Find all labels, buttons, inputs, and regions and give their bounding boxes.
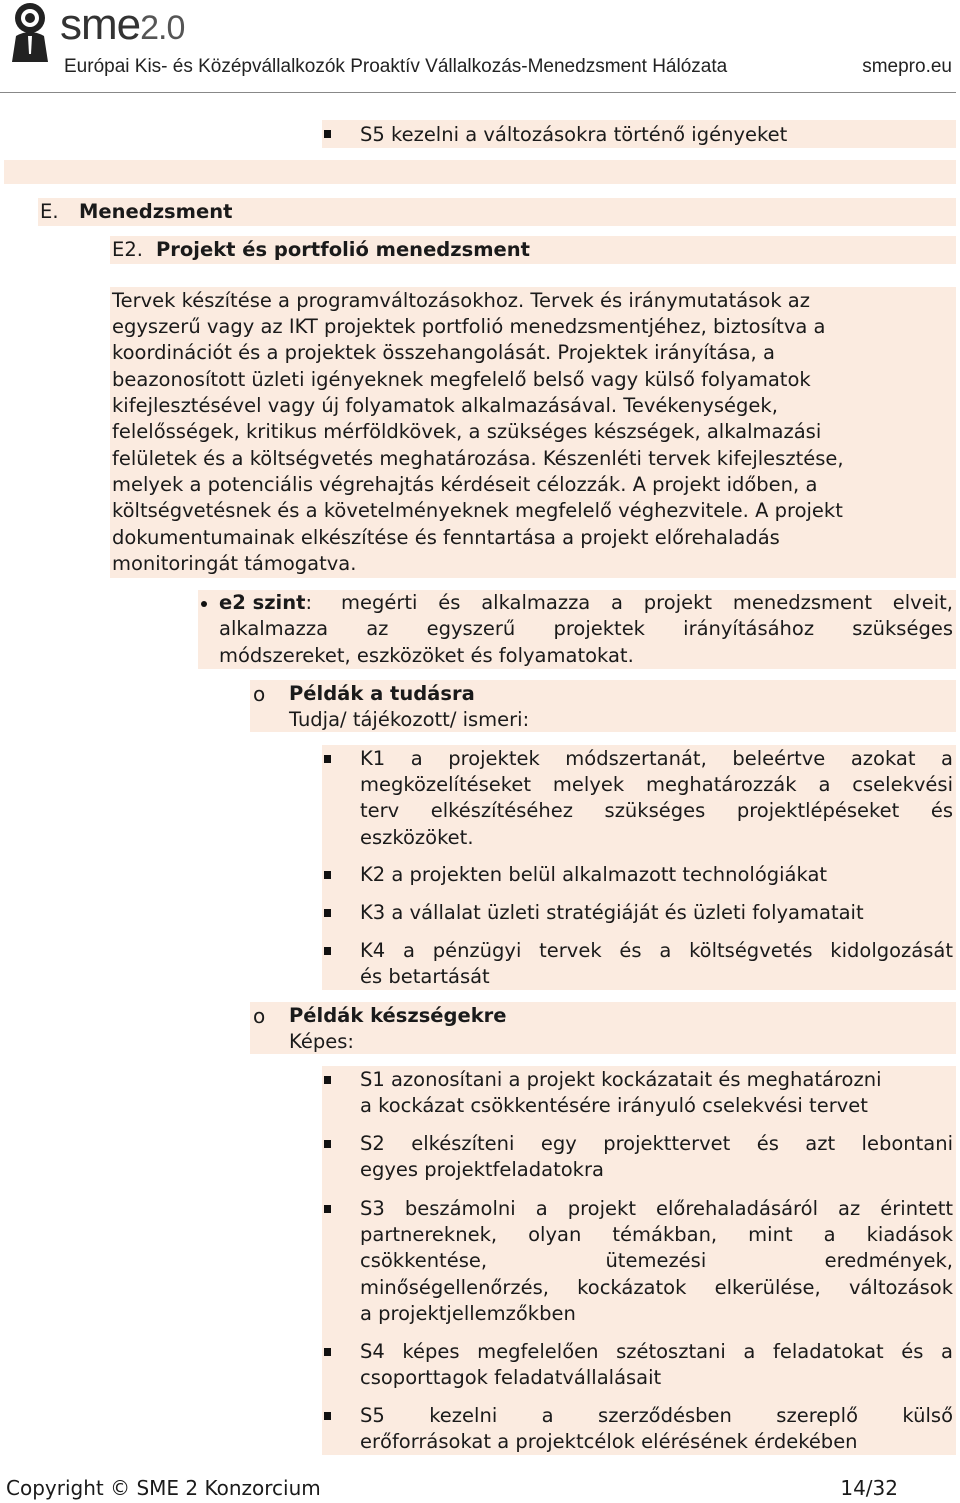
description-line: felületek és a költségvetés meghatározása. Készenléti tervek kifejlesztése,	[112, 447, 844, 470]
description-line: Tervek készítése a programváltozásokhoz. Tervek és iránymutatások az	[112, 289, 810, 312]
level-text: alkalmazza az egyszerű projektek irányításához szükséges	[219, 617, 953, 640]
square-bullet-icon	[324, 871, 331, 879]
logo-icon	[6, 2, 54, 62]
top-item-text: S5 kezelni a változásokra történő igényeket	[360, 123, 788, 146]
square-bullet-icon	[324, 947, 331, 955]
square-bullet-icon	[324, 130, 331, 138]
knowledge-title: Példák a tudásra	[289, 682, 475, 705]
brand-name: sme	[60, 0, 141, 49]
description-line: dokumentumainak elkészítése és fenntartása a projekt előrehaladás	[112, 526, 780, 549]
list-item: erőforrásokat a projektcélok elérésének érdekében	[360, 1430, 858, 1453]
level-text: módszereket, eszközöket és folyamatokat.	[219, 644, 634, 667]
bullet-dot-icon	[201, 601, 207, 607]
level-line-1	[219, 590, 312, 616]
level-colon: :	[305, 591, 313, 614]
site-link[interactable]: smepro.eu	[862, 56, 952, 77]
circle-bullet-icon: o	[253, 1004, 266, 1028]
skills-subtitle: Képes:	[289, 1030, 354, 1053]
list-item: a kockázat csökkentésére irányuló cselekvési tervet	[360, 1094, 868, 1117]
circle-bullet-icon: o	[253, 682, 266, 706]
brand-logo	[60, 0, 184, 53]
list-item: egyes projektfeladatokra	[360, 1158, 604, 1181]
list-item: eszközöket.	[360, 826, 474, 849]
page-number: 14/32	[840, 1476, 898, 1500]
section-letter: E.	[40, 200, 59, 223]
square-bullet-icon	[324, 1412, 331, 1420]
square-bullet-icon	[324, 1140, 331, 1148]
list-item: K1 a projektek módszertanát, beleértve azokat a	[360, 747, 953, 770]
list-item: K2 a projekten belül alkalmazott technológiákat	[360, 863, 828, 886]
list-item: S3 beszámolni a projekt előrehaladásáról az érintett	[360, 1197, 953, 1220]
footer-copyright: Copyright © SME 2 Konzorcium	[6, 1476, 321, 1500]
description-line: beazonosított üzleti igényeknek megfelelő belső vagy külső folyamatok	[112, 368, 811, 391]
list-item: S2 elkészíteni egy projekttervet és azt lebontani	[360, 1132, 953, 1155]
square-bullet-icon	[324, 1348, 331, 1356]
header-divider	[0, 92, 956, 93]
spacer-band	[4, 160, 956, 184]
list-item: megközelítéseket melyek meghatározzák a cselekvési	[360, 773, 953, 796]
list-item: csoporttagok feladatvállalásait	[360, 1366, 662, 1389]
list-item: S4 képes megfelelően szétosztani a feladatokat és a	[360, 1340, 953, 1363]
subsection-code: E2.	[112, 238, 143, 261]
list-item: csökkentése, ütemezési eredmények,	[360, 1249, 953, 1272]
section-title: Menedzsment	[79, 200, 233, 223]
description-line: egyszerű vagy az IKT projektek portfolió menedzsmentjéhez, biztosítva a	[112, 315, 826, 338]
square-bullet-icon	[324, 1205, 331, 1213]
list-item: S5 kezelni a szerződésben szereplő külső	[360, 1404, 953, 1427]
level-label: e2 szint	[219, 591, 306, 614]
list-item: S1 azonosítani a projekt kockázatait és meghatározni	[360, 1068, 882, 1091]
square-bullet-icon	[324, 909, 331, 917]
skills-title: Példák készségekre	[289, 1004, 507, 1027]
square-bullet-icon	[324, 755, 331, 763]
list-item: és betartását	[360, 965, 490, 988]
square-bullet-icon	[324, 1076, 331, 1084]
subsection-title: Projekt és portfolió menedzsment	[156, 238, 530, 261]
level-text: megérti és alkalmazza a projekt menedzsment elveit,	[341, 591, 953, 614]
description-line: költségvetésnek és a követelményeknek megfelelő véghezvitele. A projekt	[112, 499, 843, 522]
list-item: a projektjellemzőkben	[360, 1302, 576, 1325]
list-item: minőségellenőrzés, kockázatok elkerülése, változások	[360, 1276, 953, 1299]
description-line: kifejlesztésével vagy új folyamatok alkalmazásával. Tevékenységek,	[112, 394, 778, 417]
description-line: koordinációt és a projektek összehangolását. Projektek irányítása, a	[112, 341, 775, 364]
brand-version: 2.0	[140, 9, 185, 47]
description-line: monitoringát támogatva.	[112, 552, 357, 575]
page-header	[0, 0, 960, 96]
knowledge-subtitle: Tudja/ tájékozott/ ismeri:	[289, 708, 530, 731]
list-item: K3 a vállalat üzleti stratégiáját és üzleti folyamatait	[360, 901, 864, 924]
list-item: K4 a pénzügyi tervek és a költségvetés kidolgozását	[360, 939, 953, 962]
list-item: terv elkészítéséhez szükséges projektlépéseket és	[360, 799, 953, 822]
description-line: felelősségek, kritikus mérföldkövek, a szükséges készségek, alkalmazási	[112, 420, 822, 443]
list-item: partnereknek, olyan témákban, mint a kiadások	[360, 1223, 953, 1246]
description-line: melyek a potenciális végrehajtás kérdéseit célozzák. A projekt időben, a	[112, 473, 818, 496]
header-subtitle: Európai Kis- és Középvállalkozók Proaktív Vállalkozás-Menedzsment Hálózata	[64, 56, 728, 77]
